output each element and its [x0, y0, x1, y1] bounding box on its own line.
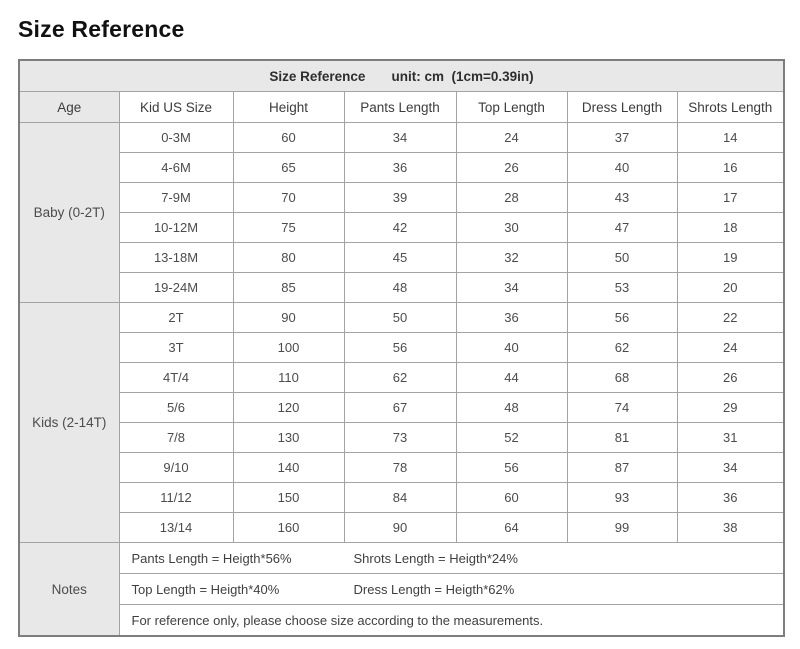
pants-length-cell: 56 [344, 333, 456, 363]
top-length-cell: 60 [456, 483, 567, 513]
top-length-cell: 28 [456, 183, 567, 213]
top-length-cell: 44 [456, 363, 567, 393]
top-length-cell: 24 [456, 123, 567, 153]
table-row [19, 303, 784, 333]
table-row [19, 153, 784, 183]
us-size-cell: 11/12 [119, 483, 233, 513]
group-cell-baby: Baby (0-2T) [19, 123, 119, 303]
height-cell: 160 [233, 513, 344, 543]
table-row [19, 513, 784, 543]
dress-length-cell: 93 [567, 483, 677, 513]
column-header-kid-us-size: Kid US Size [119, 92, 233, 123]
top-length-cell: 26 [456, 153, 567, 183]
table-row [19, 123, 784, 153]
height-cell: 90 [233, 303, 344, 333]
dress-formula: Dress Length = Heigth*62% [353, 581, 515, 597]
us-size-cell: 5/6 [119, 393, 233, 423]
height-cell: 70 [233, 183, 344, 213]
shrots-length-cell: 20 [677, 273, 784, 303]
us-size-cell: 13/14 [119, 513, 233, 543]
pants-length-cell: 62 [344, 363, 456, 393]
pants-length-cell: 42 [344, 213, 456, 243]
shrots-length-cell: 14 [677, 123, 784, 153]
column-header-height: Height [233, 92, 344, 123]
dress-length-cell: 43 [567, 183, 677, 213]
dress-length-cell: 50 [567, 243, 677, 273]
top-length-cell: 32 [456, 243, 567, 273]
column-header-shrots-length: Shrots Length [677, 92, 784, 123]
table-row [19, 423, 784, 453]
shrots-length-cell: 29 [677, 393, 784, 423]
shrots-length-cell: 22 [677, 303, 784, 333]
pants-length-cell: 45 [344, 243, 456, 273]
table-row [19, 243, 784, 273]
top-length-cell: 36 [456, 303, 567, 333]
height-cell: 75 [233, 213, 344, 243]
height-cell: 80 [233, 243, 344, 273]
pants-length-cell: 48 [344, 273, 456, 303]
us-size-cell: 13-18M [119, 243, 233, 273]
table-row [19, 333, 784, 363]
dress-length-cell: 40 [567, 153, 677, 183]
table-title-row [19, 60, 784, 92]
column-header-age: Age [19, 92, 119, 123]
top-length-cell: 48 [456, 393, 567, 423]
pants-length-cell: 78 [344, 453, 456, 483]
notes-row [19, 605, 784, 637]
dress-length-cell: 47 [567, 213, 677, 243]
size-reference-table [18, 59, 785, 637]
us-size-cell: 4T/4 [119, 363, 233, 393]
top-length-cell: 40 [456, 333, 567, 363]
dress-length-cell: 56 [567, 303, 677, 333]
shrots-length-cell: 26 [677, 363, 784, 393]
pants-length-cell: 84 [344, 483, 456, 513]
notes-line-2 [119, 574, 784, 605]
column-header-top-length: Top Length [456, 92, 567, 123]
dress-length-cell: 99 [567, 513, 677, 543]
dress-length-cell: 53 [567, 273, 677, 303]
shrots-length-cell: 18 [677, 213, 784, 243]
shrots-length-cell: 34 [677, 453, 784, 483]
table-unit: unit: cm (1cm=0.39in) [391, 68, 534, 84]
shrots-length-cell: 38 [677, 513, 784, 543]
us-size-cell: 2T [119, 303, 233, 333]
us-size-cell: 4-6M [119, 153, 233, 183]
table-row [19, 453, 784, 483]
height-cell: 150 [233, 483, 344, 513]
dress-length-cell: 62 [567, 333, 677, 363]
pants-length-cell: 90 [344, 513, 456, 543]
notes-row [19, 543, 784, 574]
column-header-row [19, 92, 784, 123]
height-cell: 65 [233, 153, 344, 183]
top-formula: Top Length = Heigth*40% [131, 581, 280, 597]
top-length-cell: 52 [456, 423, 567, 453]
us-size-cell: 0-3M [119, 123, 233, 153]
height-cell: 140 [233, 453, 344, 483]
table-row [19, 213, 784, 243]
top-length-cell: 64 [456, 513, 567, 543]
top-length-cell: 34 [456, 273, 567, 303]
pants-length-cell: 50 [344, 303, 456, 333]
column-header-pants-length: Pants Length [344, 92, 456, 123]
notes-row [19, 574, 784, 605]
height-cell: 85 [233, 273, 344, 303]
notes-line-1 [119, 543, 784, 574]
table-title-cell [19, 60, 784, 92]
us-size-cell: 7-9M [119, 183, 233, 213]
height-cell: 130 [233, 423, 344, 453]
dress-length-cell: 74 [567, 393, 677, 423]
height-cell: 60 [233, 123, 344, 153]
height-cell: 100 [233, 333, 344, 363]
top-length-cell: 30 [456, 213, 567, 243]
us-size-cell: 19-24M [119, 273, 233, 303]
group-cell-kids: Kids (2-14T) [19, 303, 119, 543]
group-cell-notes: Notes [19, 543, 119, 637]
dress-length-cell: 87 [567, 453, 677, 483]
shrots-length-cell: 19 [677, 243, 784, 273]
dress-length-cell: 37 [567, 123, 677, 153]
height-cell: 120 [233, 393, 344, 423]
notes-line-3: For reference only, please choose size according to the measurements. [119, 605, 784, 637]
pants-length-cell: 34 [344, 123, 456, 153]
table-row [19, 393, 784, 423]
column-header-dress-length: Dress Length [567, 92, 677, 123]
shrots-length-cell: 31 [677, 423, 784, 453]
height-cell: 110 [233, 363, 344, 393]
table-row [19, 183, 784, 213]
shrots-length-cell: 16 [677, 153, 784, 183]
pants-length-cell: 39 [344, 183, 456, 213]
us-size-cell: 9/10 [119, 453, 233, 483]
dress-length-cell: 68 [567, 363, 677, 393]
us-size-cell: 7/8 [119, 423, 233, 453]
top-length-cell: 56 [456, 453, 567, 483]
shrots-formula: Shrots Length = Heigth*24% [353, 550, 518, 566]
table-row [19, 363, 784, 393]
shrots-length-cell: 24 [677, 333, 784, 363]
pants-length-cell: 67 [344, 393, 456, 423]
us-size-cell: 10-12M [119, 213, 233, 243]
table-row [19, 273, 784, 303]
dress-length-cell: 81 [567, 423, 677, 453]
pants-formula: Pants Length = Heigth*56% [131, 550, 292, 566]
table-title: Size Reference [269, 68, 366, 84]
pants-length-cell: 36 [344, 153, 456, 183]
shrots-length-cell: 36 [677, 483, 784, 513]
us-size-cell: 3T [119, 333, 233, 363]
shrots-length-cell: 17 [677, 183, 784, 213]
table-row [19, 483, 784, 513]
page-heading: Size Reference [18, 16, 185, 42]
pants-length-cell: 73 [344, 423, 456, 453]
